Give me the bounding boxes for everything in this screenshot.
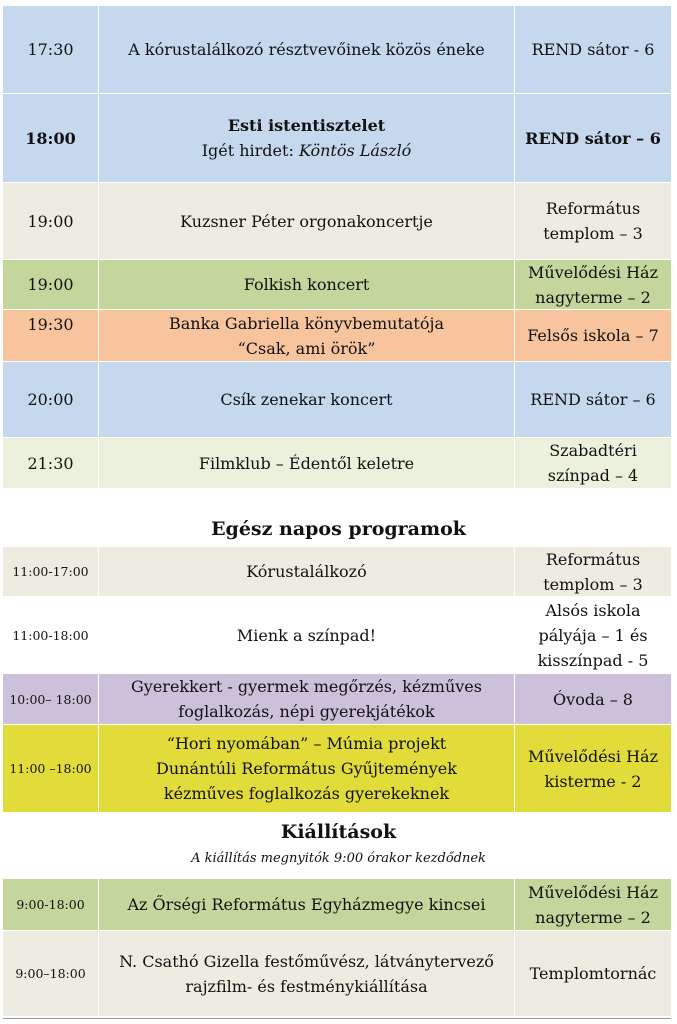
table-row	[3, 879, 671, 931]
exhibitions-note: A kiállítás megnyitók 9:00 órakor kezdődnek	[191, 851, 486, 866]
event-time: 19:30	[3, 310, 99, 361]
event-title: Csík zenekar koncert	[99, 362, 515, 437]
event-time: 11:00-18:00	[3, 597, 99, 673]
event-title: Folkish koncert	[99, 260, 515, 309]
event-title: Az Őrségi Református Egyházmegye kincsei	[99, 879, 515, 930]
event-title: Kuzsner Péter orgonakoncertje	[99, 183, 515, 259]
event-title: Kórustalálkozó	[99, 547, 515, 596]
event-title: Banka Gabriella könyvbemutatója “Csak, ami örök”	[99, 310, 515, 361]
event-time: 19:00	[3, 183, 99, 259]
event-location: Művelődési Ház nagyterme – 2	[528, 882, 658, 927]
evening-schedule-table	[3, 6, 671, 489]
event-time: 9:00-18:00	[3, 879, 99, 930]
event-time: 21:30	[3, 438, 99, 488]
table-row	[3, 597, 671, 674]
table-row	[3, 438, 671, 489]
event-title: Gyerekkert - gyermek megőrzés, kézműves foglalkozás, népi gyerekjátékok	[99, 674, 515, 724]
event-time: 18:00	[3, 94, 99, 182]
event-time: 11:00-17:00	[3, 547, 99, 596]
preacher-line: Igét hirdet: Köntös László	[201, 141, 412, 160]
allday-schedule-table	[3, 547, 671, 813]
event-time: 17:30	[3, 6, 99, 93]
table-row	[3, 260, 671, 310]
section-heading-allday: Egész napos programok	[211, 518, 466, 540]
table-row	[3, 547, 671, 597]
event-location: Alsós iskola pályája – 1 és kisszínpad - 5	[537, 600, 649, 670]
table-row	[3, 6, 671, 94]
event-location: REND sátor - 6	[531, 40, 655, 59]
event-location: Óvoda – 8	[553, 689, 633, 709]
event-location: REND sátor – 6	[525, 128, 661, 148]
event-title	[99, 94, 515, 182]
event-title: “Hori nyomában” – Múmia projekt Dunántúli Református Gyűjtemények kézműves foglalkozás gyerekeknek	[99, 725, 515, 812]
table-row	[3, 310, 671, 362]
table-row	[3, 674, 671, 725]
event-title: N. Csathó Gizella festőművész, látványtervező rajzfilm- és festménykiállítása	[99, 931, 515, 1016]
event-location: Felsős iskola – 7	[527, 326, 659, 345]
event-time: 10:00– 18:00	[3, 674, 99, 724]
event-title: Mienk a színpad!	[99, 597, 515, 673]
table-bottom-border	[3, 1018, 671, 1019]
event-time: 19:00	[3, 260, 99, 309]
event-time: 11:00 –18:00	[3, 725, 99, 812]
event-location: Református templom – 3	[543, 199, 643, 243]
preacher-name: Köntös László	[298, 141, 412, 160]
event-location: Szabadtéri színpad – 4	[547, 441, 639, 485]
event-location: Református templom – 3	[543, 549, 643, 594]
exhibitions-table	[3, 879, 671, 1017]
event-time: 20:00	[3, 362, 99, 437]
table-row	[3, 725, 671, 813]
event-location: Művelődési Ház nagyterme – 2	[528, 262, 658, 307]
event-time: 9:00–18:00	[3, 931, 99, 1016]
event-location: Művelődési Ház kisterme - 2	[528, 746, 658, 791]
table-row	[3, 362, 671, 438]
service-title: Esti istentisztelet	[227, 116, 386, 135]
event-title: Filmklub – Édentől keletre	[99, 438, 515, 488]
event-title: A kórustalálkozó résztvevőinek közös éneke	[99, 6, 515, 93]
table-row	[3, 183, 671, 260]
event-location: REND sátor – 6	[530, 390, 656, 409]
table-row	[3, 94, 671, 183]
event-location: Templomtornác	[529, 964, 657, 983]
section-heading-exhibitions: Kiállítások	[280, 821, 397, 843]
table-row	[3, 931, 671, 1017]
